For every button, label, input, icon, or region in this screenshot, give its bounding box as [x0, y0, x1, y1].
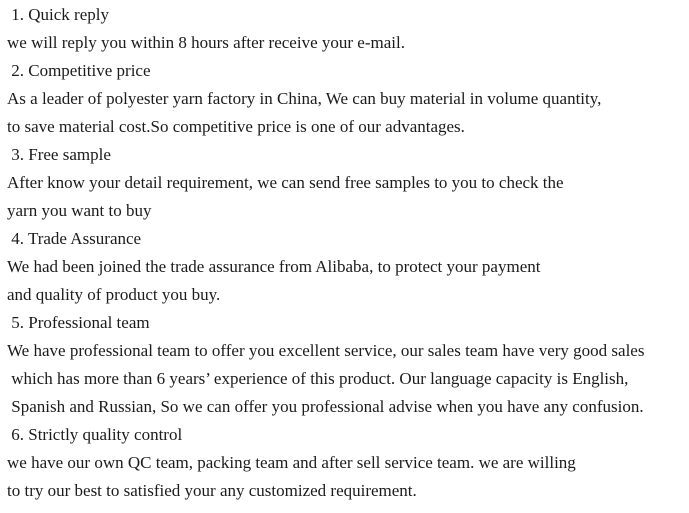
section-3-heading: 3. Free sample — [7, 145, 111, 164]
section-3-line-1: After know your detail requirement, we can send free samples to you to check the — [7, 173, 564, 192]
section-5-line-1: We have professional team to offer you excellent service, our sales team have very good sales — [7, 341, 645, 360]
section-3-line-2: yarn you want to buy — [7, 201, 152, 220]
section-4-heading: 4. Trade Assurance — [7, 229, 142, 248]
section-6-heading: 6. Strictly quality control — [7, 425, 183, 444]
section-6-line-1: we have our own QC team, packing team and after sell service team. we are willing — [7, 453, 576, 472]
section-4-line-1: We had been joined the trade assurance from Alibaba, to protect your payment — [7, 257, 541, 276]
section-5-line-2: which has more than 6 years’ experience of this product. Our language capacity is English, — [7, 369, 629, 388]
section-1-heading: 1. Quick reply — [7, 5, 109, 24]
section-5-heading: 5. Professional team — [7, 313, 150, 332]
section-2-line-1: As a leader of polyester yarn factory in China, We can buy material in volume quantity, — [7, 89, 602, 108]
section-2-line-2: to save material cost.So competitive price is one of our advantages. — [7, 117, 465, 136]
section-5-line-3: Spanish and Russian, So we can offer you professional advise when you have any confusion. — [7, 397, 644, 416]
section-4-line-2: and quality of product you buy. — [7, 285, 221, 304]
section-2-heading: 2. Competitive price — [7, 61, 151, 80]
section-1-line-1: we will reply you within 8 hours after receive your e-mail. — [7, 33, 405, 52]
section-6-line-2: to try our best to satisfied your any customized requirement. — [7, 481, 417, 500]
